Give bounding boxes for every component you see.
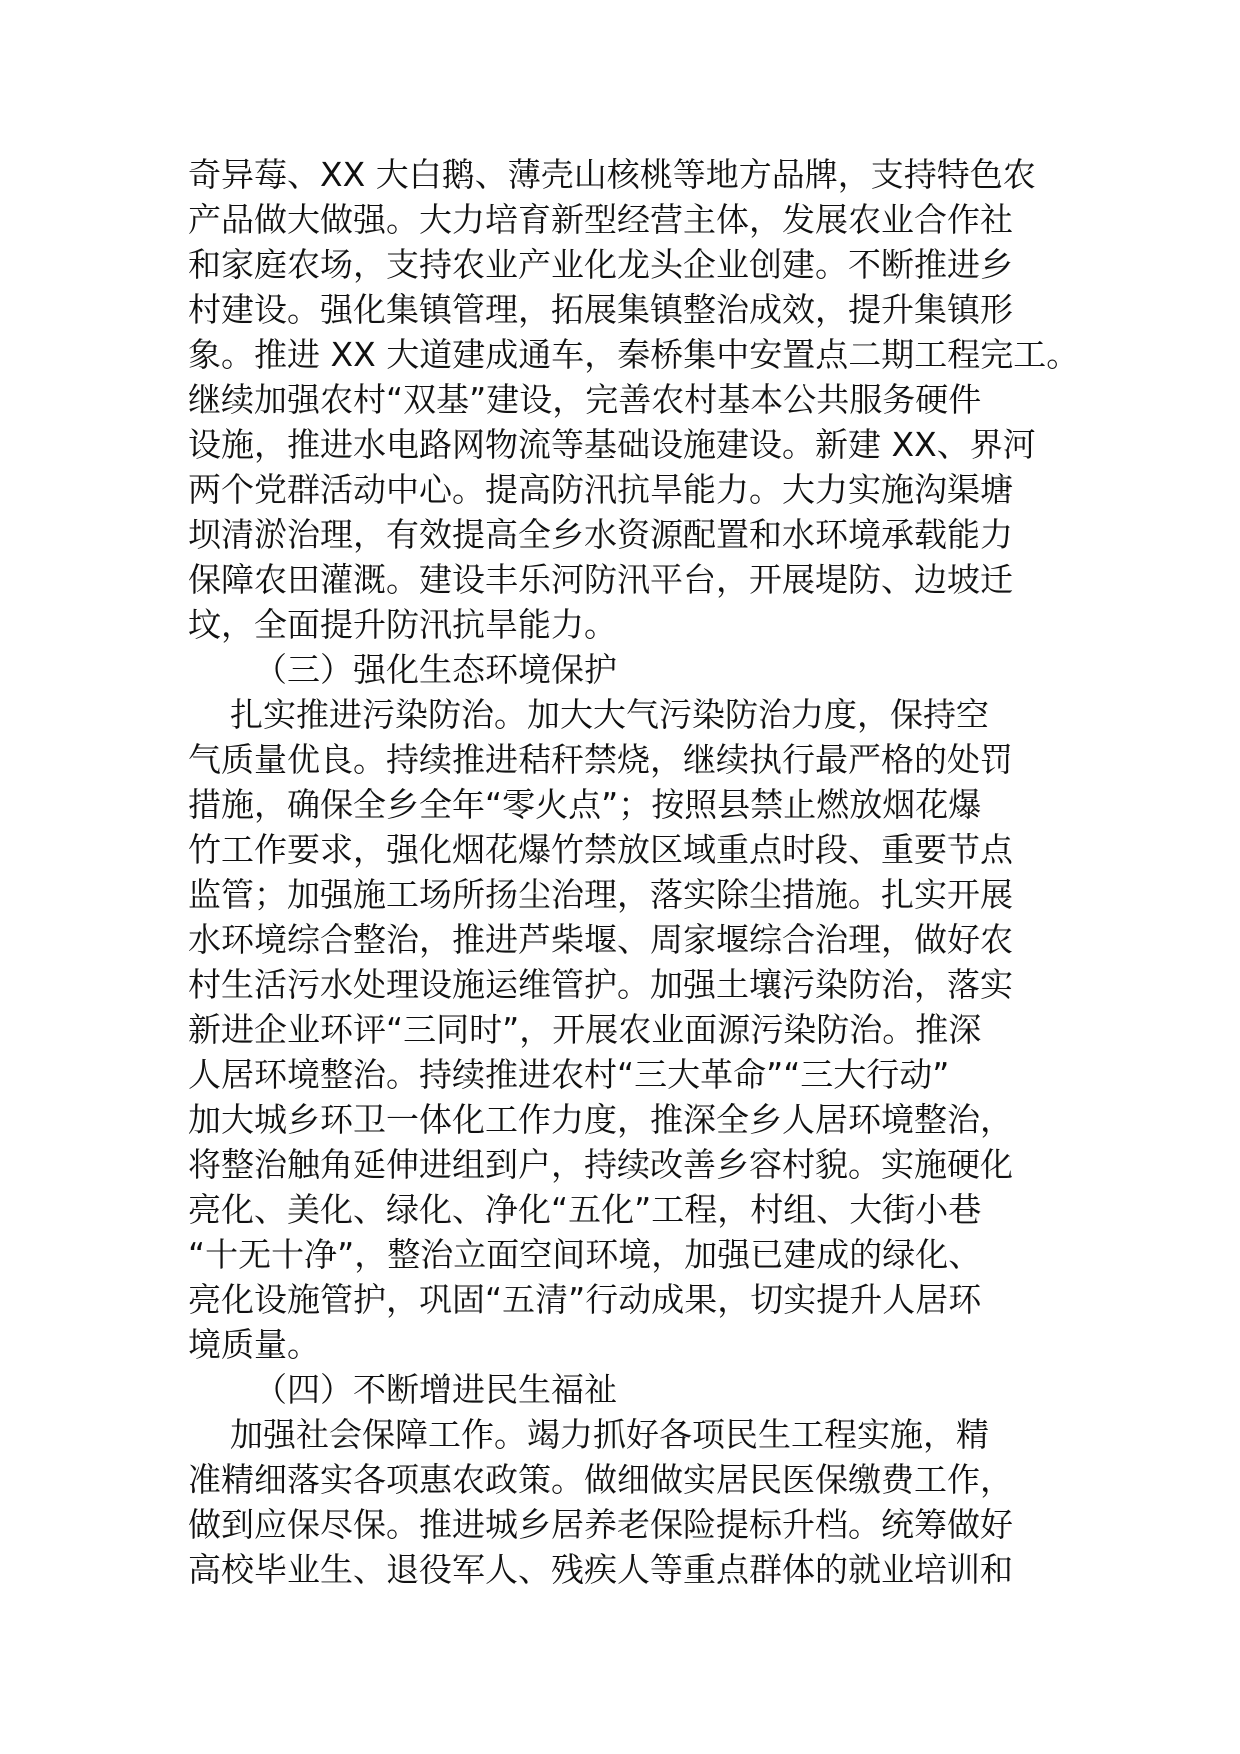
text-line: 监管；加强施工场所扬尘治理，落实除尘措施。扎实开展 — [188, 875, 1013, 914]
text-line: 设施，推进水电路网物流等基础设施建设。新建 XX、界河 — [188, 425, 1036, 464]
text-line: 村建设。强化集镇管理，拓展集镇整治成效，提升集镇形 — [188, 290, 1013, 329]
text-line: 产品做大做强。大力培育新型经营主体，发展农业合作社 — [188, 200, 1013, 239]
text-line: 坝清淤治理，有效提高全乡水资源配置和水环境承载能力 — [188, 515, 1013, 554]
text-line: 加大城乡环卫一体化工作力度，推深全乡人居环境整治， — [188, 1100, 1013, 1139]
text-line: 新进企业环评“三同时”，开展农业面源污染防治。推深 — [188, 1010, 982, 1049]
text-line: 做到应保尽保。推进城乡居养老保险提标升档。统筹做好 — [188, 1505, 1013, 1544]
text-line: 气质量优良。持续推进秸秆禁烧，继续执行最严格的处罚 — [188, 740, 1013, 779]
text-line: 竹工作要求，强化烟花爆竹禁放区域重点时段、重要节点 — [188, 830, 1013, 869]
text-line: 和家庭农场，支持农业产业化龙头企业创建。不断推进乡 — [188, 245, 1013, 284]
text-line: 继续加强农村“双基”建设，完善农村基本公共服务硬件 — [188, 380, 982, 419]
text-line: 准精细落实各项惠农政策。做细做实居民医保缴费工作， — [188, 1460, 1013, 1499]
document-body — [188, 152, 1080, 1592]
text-line: 高校毕业生、退役军人、残疾人等重点群体的就业培训和 — [188, 1550, 1013, 1589]
text-line: 亮化设施管护，巩固“五清”行动成果，切实提升人居环 — [188, 1280, 982, 1319]
text-line: “十无十净”，整治立面空间环境，加强已建成的绿化、 — [188, 1235, 982, 1274]
text-line: 亮化、美化、绿化、净化“五化”工程，村组、大街小巷 — [188, 1190, 982, 1229]
text-line: 村生活污水处理设施运维管护。加强土壤污染防治，落实 — [188, 965, 1013, 1004]
text-line: 将整治触角延伸进组到户，持续改善乡容村貌。实施硬化 — [188, 1145, 1013, 1184]
text-line: 扎实推进污染防治。加大大气污染防治力度，保持空 — [188, 695, 989, 734]
text-line: 奇异莓、XX 大白鹅、薄壳山核桃等地方品牌，支持特色农 — [188, 155, 1036, 194]
text-line: 人居环境整治。持续推进农村“三大革命”“三大行动” — [188, 1055, 950, 1094]
text-line: 象。推进 XX 大道建成通车，秦桥集中安置点二期工程完工。 — [188, 335, 1080, 374]
text-line: 水环境综合整治，推进芦柴堰、周家堰综合治理，做好农 — [188, 920, 1013, 959]
text-line: 措施，确保全乡全年“零火点”；按照县禁止燃放烟花爆 — [188, 785, 982, 824]
text-line: 两个党群活动中心。提高防汛抗旱能力。大力实施沟渠塘 — [188, 470, 1013, 509]
text-line: 加强社会保障工作。竭力抓好各项民生工程实施，精 — [188, 1415, 989, 1454]
section-heading-4: （四）不断增进民生福祉 — [254, 1370, 617, 1409]
text-line: 保障农田灌溉。建设丰乐河防汛平台，开展堤防、边坡迁 — [188, 560, 1013, 599]
text-line: 境质量。 — [188, 1325, 320, 1364]
section-heading-3: （三）强化生态环境保护 — [254, 650, 617, 689]
text-line: 坟，全面提升防汛抗旱能力。 — [188, 605, 617, 644]
